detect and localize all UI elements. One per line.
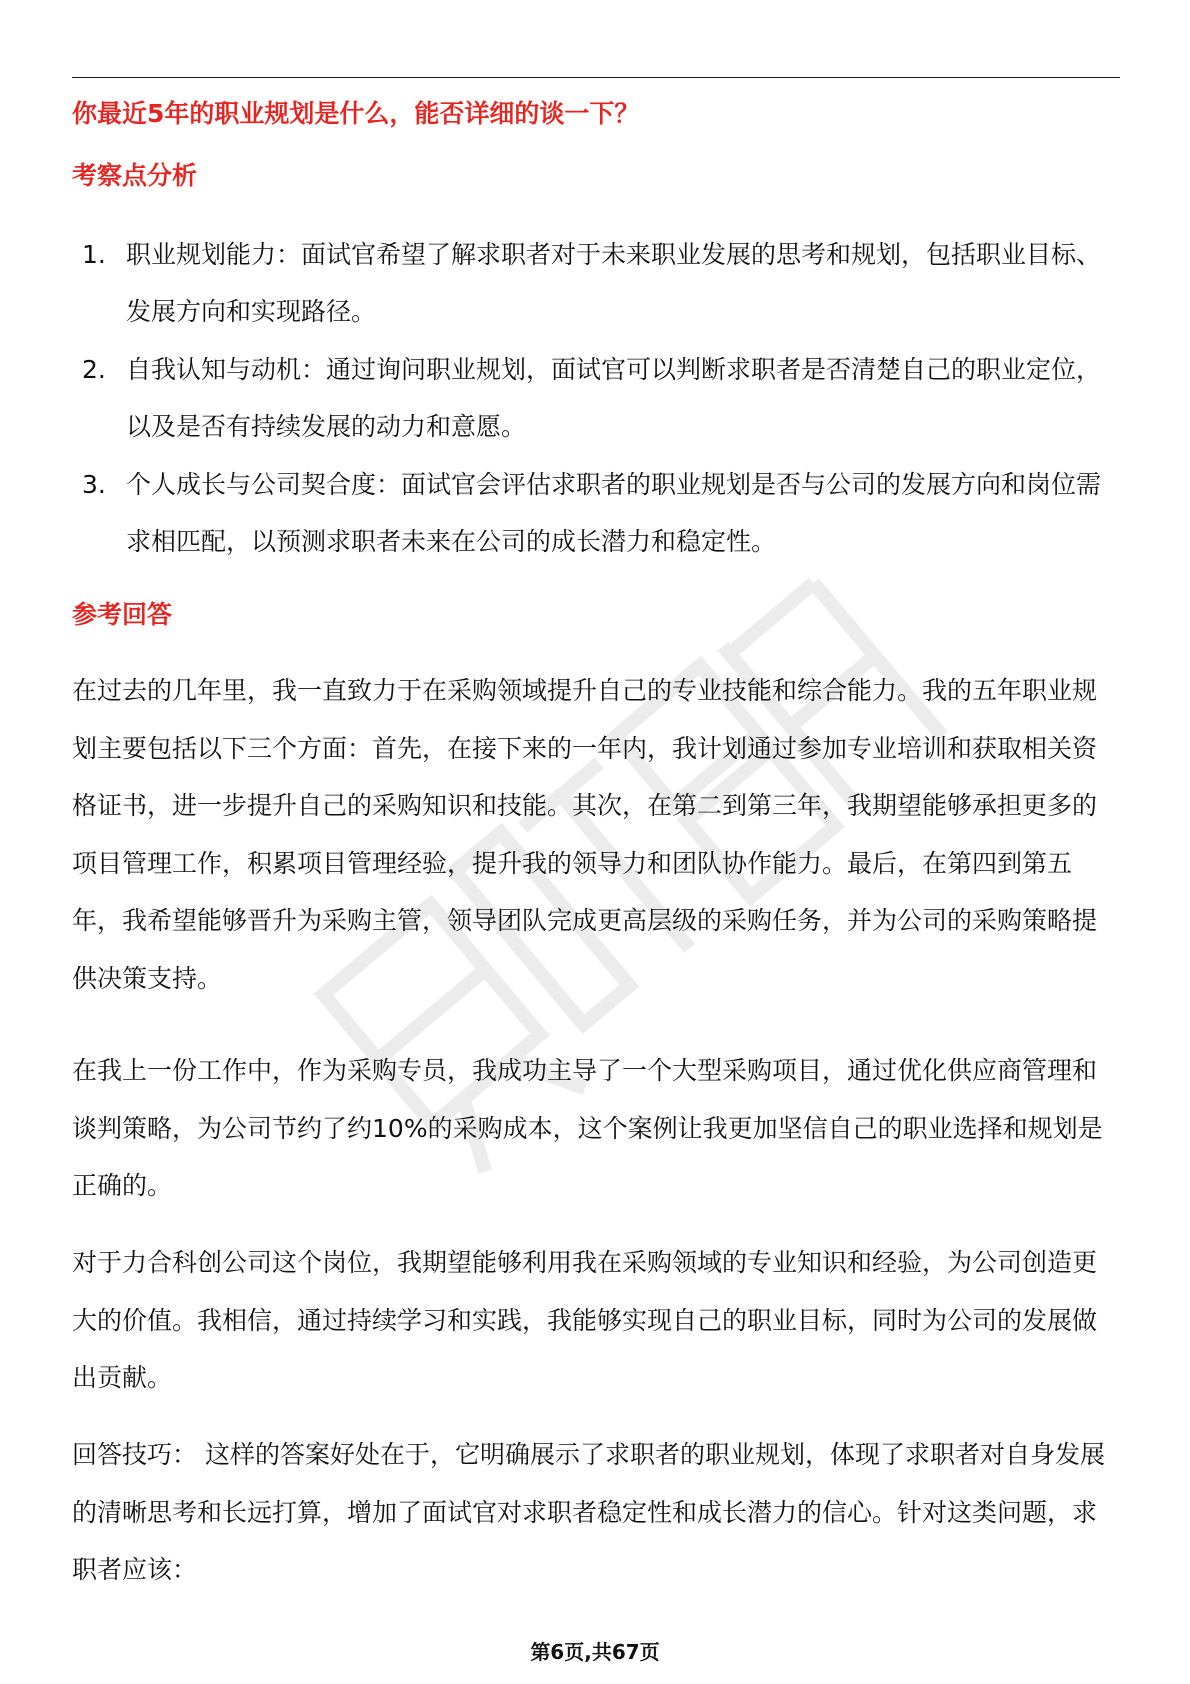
list-item-text: 自我认知与动机：通过询问职业规划，面试官可以判断求职者是否清楚自己的职业定位，以及是否有持续发展的动力和意愿。: [126, 355, 1102, 441]
list-item: [82, 456, 1122, 570]
list-item-text: 职业规划能力：面试官希望了解求职者对于未来职业发展的思考和规划，包括职业目标、发展方向和实现路径。: [126, 240, 1102, 326]
list-item-number: 3.: [82, 470, 106, 499]
page-number: 第6页,共67页: [530, 1640, 660, 1664]
list-item-number: 1.: [82, 240, 106, 269]
list-item: [82, 226, 1122, 340]
list-item-number: 2.: [82, 355, 106, 384]
answer-tips-paragraph: 回答技巧： 这样的答案好处在于，它明确展示了求职者的职业规划，体现了求职者对自身发展的清晰思考和长远打算，增加了面试官对求职者稳定性和成长潜力的信心。针对这类问题，求职者应该：: [72, 1440, 1105, 1584]
top-rule: [72, 77, 1120, 78]
answer-paragraph: 在我上一份工作中，作为采购专员，我成功主导了一个大型采购项目，通过优化供应商管理和谈判策略，为公司节约了约10%的采购成本，这个案例让我更加坚信自己的职业选择和规划是正确的。: [72, 1056, 1103, 1200]
analysis-list: [82, 226, 1122, 571]
question-title: 你最近5年的职业规划是什么，能否详细的谈一下？: [72, 99, 640, 128]
analysis-heading: 考察点分析: [72, 161, 198, 190]
list-item: [82, 341, 1122, 455]
list-item-text: 个人成长与公司契合度：面试官会评估求职者的职业规划是否与公司的发展方向和岗位需求相匹配，以预测求职者未来在公司的成长潜力和稳定性。: [126, 470, 1102, 556]
answer-paragraph: 对于力合科创公司这个岗位，我期望能够利用我在采购领域的专业知识和经验，为公司创造更大的价值。我相信，通过持续学习和实践，我能够实现自己的职业目标，同时为公司的发展做出贡献。: [72, 1248, 1098, 1392]
answer-heading: 参考回答: [72, 600, 173, 629]
answer-paragraph: 在过去的几年里，我一直致力于在采购领域提升自己的专业技能和综合能力。我的五年职业规划主要包括以下三个方面：首先，在接下来的一年内，我计划通过参加专业培训和获取相关资格证书，进一步提升自己的采购知识和技能。其次，在第二到第三年，我期望能够承担更多的项目管理工作，积累项目管理经验，提升我的领导力和团队协作能力。最后，在第四到第五年，我希望能够晋升为采购主管，领导团队完成更高层级的采购任务，并为公司的采购策略提供决策支持。: [72, 676, 1098, 993]
